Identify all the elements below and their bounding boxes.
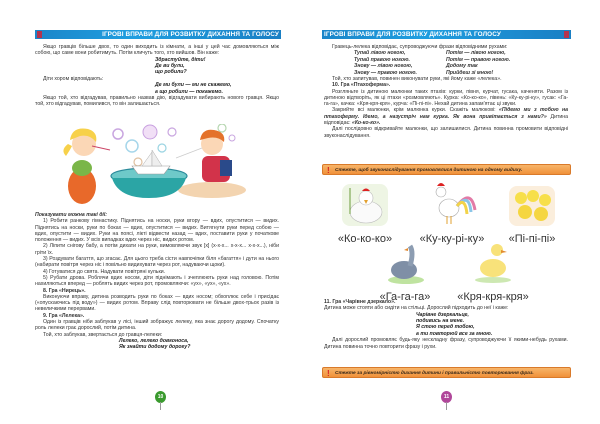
exclamation-icon: ! xyxy=(327,369,330,378)
tip-text: Стежте, щоб звуконаслідування промовлялися дитиною на одному видиху. xyxy=(335,168,523,173)
verse-line: Тупай лівою ногою, xyxy=(354,50,406,57)
bird-goose xyxy=(370,244,440,303)
action-item: 4) Готуватися до свята. Надувати повітряні кульки. xyxy=(43,268,166,275)
verse-line: Де ви були, xyxy=(155,63,185,69)
verse-column-1 xyxy=(354,50,446,76)
right-page xyxy=(300,0,600,424)
verse-line: Я стою перед тобою, xyxy=(416,324,475,331)
quote-span: «Ко-ко-ко». xyxy=(351,120,381,126)
paragraph: Діти хором відповідають: xyxy=(43,75,104,82)
verse-column-2 xyxy=(446,50,538,76)
bird-sound-label: «Кря-кря-кря» xyxy=(457,291,529,303)
game-title: 8. Гра «Нирець». xyxy=(43,287,86,294)
bird-rooster xyxy=(412,180,492,245)
rooster-icon xyxy=(427,180,477,226)
page-number: 10 xyxy=(157,394,164,400)
balloon-string-icon xyxy=(160,402,165,410)
game-title: 9. Гра «Лелека». xyxy=(43,312,85,319)
verse-line: Як знайти додому дорогу? xyxy=(119,344,191,351)
actions-block xyxy=(35,212,279,351)
bird-sound-label: «Ку-ку-рі-ку» xyxy=(419,233,485,245)
verse-line: Додому так xyxy=(446,63,478,70)
chicks-icon xyxy=(509,186,555,226)
tip-box xyxy=(322,164,571,175)
paragraph xyxy=(324,107,568,126)
bird-duckling xyxy=(448,240,538,303)
verse-line: що робили? xyxy=(155,69,187,76)
tip-box xyxy=(322,367,571,378)
verse-line: Тупай правою ногою. xyxy=(354,56,410,63)
balloon-string-icon xyxy=(446,402,451,410)
bird-sound-label: «Пі-пі-пі» xyxy=(508,233,556,245)
goose-icon xyxy=(384,244,426,284)
paragraph: Далі послідовно відкривайте малюнки, що залишилися. Дитина повинна промовити відповідні звуконаслідування. xyxy=(324,126,568,139)
game-title: 11. Гра «Чарівне дзеркало». xyxy=(324,299,396,305)
illustration-icon xyxy=(52,124,247,206)
exclamation-icon: ! xyxy=(327,166,330,175)
verse-line: а ти повторюй все за мною. xyxy=(416,330,493,337)
section-title: ІГРОВІ ВПРАВИ ДЛЯ РОЗВИТКУ ДИХАННЯ ТА ГОЛОСУ xyxy=(324,31,501,38)
bird-sound-label: «Ко-ко-ко» xyxy=(337,233,393,245)
duckling-icon xyxy=(471,240,515,284)
hen-icon xyxy=(342,184,388,226)
paragraph: Дитина може стояти або сидіти на стільці. Дорослий підходить до неї і каже: xyxy=(324,305,509,312)
bird-sound-label: «Га-га-га» xyxy=(379,291,431,303)
paragraph: Той, хто заблукав, звертається до гравця-лелеки: xyxy=(43,331,163,338)
actions-title: Показувати можна такі дії: xyxy=(35,212,108,218)
page-number-balloon xyxy=(441,391,452,403)
verse-line: а що робили — покажемо. xyxy=(155,88,223,95)
paragraph: Далі дорослий промовляє будь-яку нескладну фразу, супроводжуючи її якими-небудь рухами. Дитина повинна точно повторити фразу і рухи. xyxy=(324,337,568,350)
bird-hen xyxy=(330,184,400,245)
action-item: 2) Ліпити снігову бабу, а потім дихати на руки, вимовляючи звук [х] (х-х-х... х-х-х... х-х-х...), ніби гріти їх. xyxy=(35,243,279,256)
verse xyxy=(35,338,279,351)
stork-answer-block xyxy=(324,44,568,139)
bird-chicks xyxy=(502,186,562,245)
verse-line: Знову — лівою ногою, xyxy=(354,63,413,70)
game11-block xyxy=(324,299,568,350)
text-span: Закрийте всі малюнки, крім малюнка курки. Скажіть малюкові: xyxy=(332,107,500,114)
action-item: 3) Роздувати багаття, що згасає. Для цього треба сісти навпочіпки біля «багаття» і дути на нього (набирати повітря через ніс і повільно видихувати через рот, надуваючи щоки). xyxy=(35,256,279,269)
verse xyxy=(324,312,568,338)
paragraph: Розгляньте із дитиною малюнки таких птахів: курки, півня, курчат, гусака, каченяти. Разом із дитиною відтворіть, як ці птахи «розмовляють». Курка: «Ко-ко-ко», півень: «Ку-ку-рі-ку», гусак: «Га-га-га», качка: «Кря-кря-кря», курча: «Пі-пі-пі». Нехай дитина запам'ятає ці звуки. xyxy=(324,88,568,108)
paragraph: Один із гравців ніби заблукав у лісі, інший зображує лелеку, яка знає дорогу додому. Спочатку роль лелеки грає дорослий, потім дитина. xyxy=(35,319,279,332)
action-item: 5) Рубати дрова. Роблячи вдих носом, діти піднімають і зчеплюють руки над головою. Потім нахиляються вперед — роблять видих через рот, промовляючи: «ух», «ух», «ух». xyxy=(35,274,279,288)
verse-line: Прийдеш зі мною! xyxy=(446,69,494,76)
page-number-balloon xyxy=(155,391,166,403)
section-title: ІГРОВІ ВПРАВИ ДЛЯ РОЗВИТКУ ДИХАННЯ ТА ГОЛОСУ xyxy=(102,31,279,38)
page-number: 11 xyxy=(443,394,450,400)
header-marker xyxy=(37,31,42,38)
verse-line: Знову — правою ногою. xyxy=(354,69,417,76)
section-header-bar xyxy=(35,30,281,39)
intro-block xyxy=(35,44,279,108)
verse-line: Потім — правою ногою. xyxy=(446,56,511,63)
verse xyxy=(35,57,279,76)
game-title: 10. Гра «Птахоферма». xyxy=(332,82,391,89)
tip-text: Стежте за рівномірністю дихання дитини і правильністю повторювання фраз. xyxy=(335,371,534,376)
verse-line: Лелеко, лелеко довгоноса, xyxy=(119,337,189,344)
quote-span: «Підемо ми з тобою на птахоферму. Ідемо, а назустріч нам курка. Як вона привітається з нами?» xyxy=(324,107,569,120)
verse-two-column xyxy=(324,50,568,76)
verse-line: Здрастуйте, діти! xyxy=(155,56,206,63)
verse xyxy=(35,82,279,95)
paragraph: Гравець-лелека відповідає, супроводжуючи фрази відповідними рухами: xyxy=(332,44,508,50)
children-bubbles-illustration xyxy=(52,124,247,204)
paragraph: Якщо гравців більше двох, то один виходить із кімнати, а інші у цей час домовляються між собою, що саме вони робитимуть. Потім кличуть того, хто вийшов. Він каже: xyxy=(35,44,279,57)
verse-line: Де ми були — ми не скажемо, xyxy=(155,82,232,89)
verse-line: Потім — лівою ногою, xyxy=(446,50,506,57)
verse-line: Чарівне дзеркальце, xyxy=(416,311,469,318)
header-marker xyxy=(564,31,569,38)
section-header-bar xyxy=(322,30,571,39)
paragraph: Виконуючи вправу, дитина розводить руки по боках — вдих носом; обхоплює себе і присідає («опускаючись під воду») — видих ротом. Вправу слід повторювати не більше двох-трьох разів із невеличкими перервами. xyxy=(35,293,279,313)
paragraph: Той, хто запитував, повинен виконувати руки, які йому каже «лелека». xyxy=(332,75,502,82)
verse-line: подивись на мене. xyxy=(416,318,465,324)
paragraph: Якщо той, хто відгадував, правильно назвав дію, відгадувати вибирають нового гравця. Якщо той, хто відгадував, помилився, то він залишається. xyxy=(35,94,279,108)
text-span: Дитина відповідає: xyxy=(324,113,568,126)
action-item: 1) Робити ранкову гімнастику. Піднятись на носки, руки вгору — вдих, опуститися — видих. Піднятись на носки, руки по боках — вдих, опуститися — видих. Витягнути руки перед собою — вдих, опустити — видих. Руки на поясі, лікті відвести назад — вдих, поставити руки у початкове положення — видих. У всіх випадках вдих через ніс, видих ротом. xyxy=(35,218,279,244)
